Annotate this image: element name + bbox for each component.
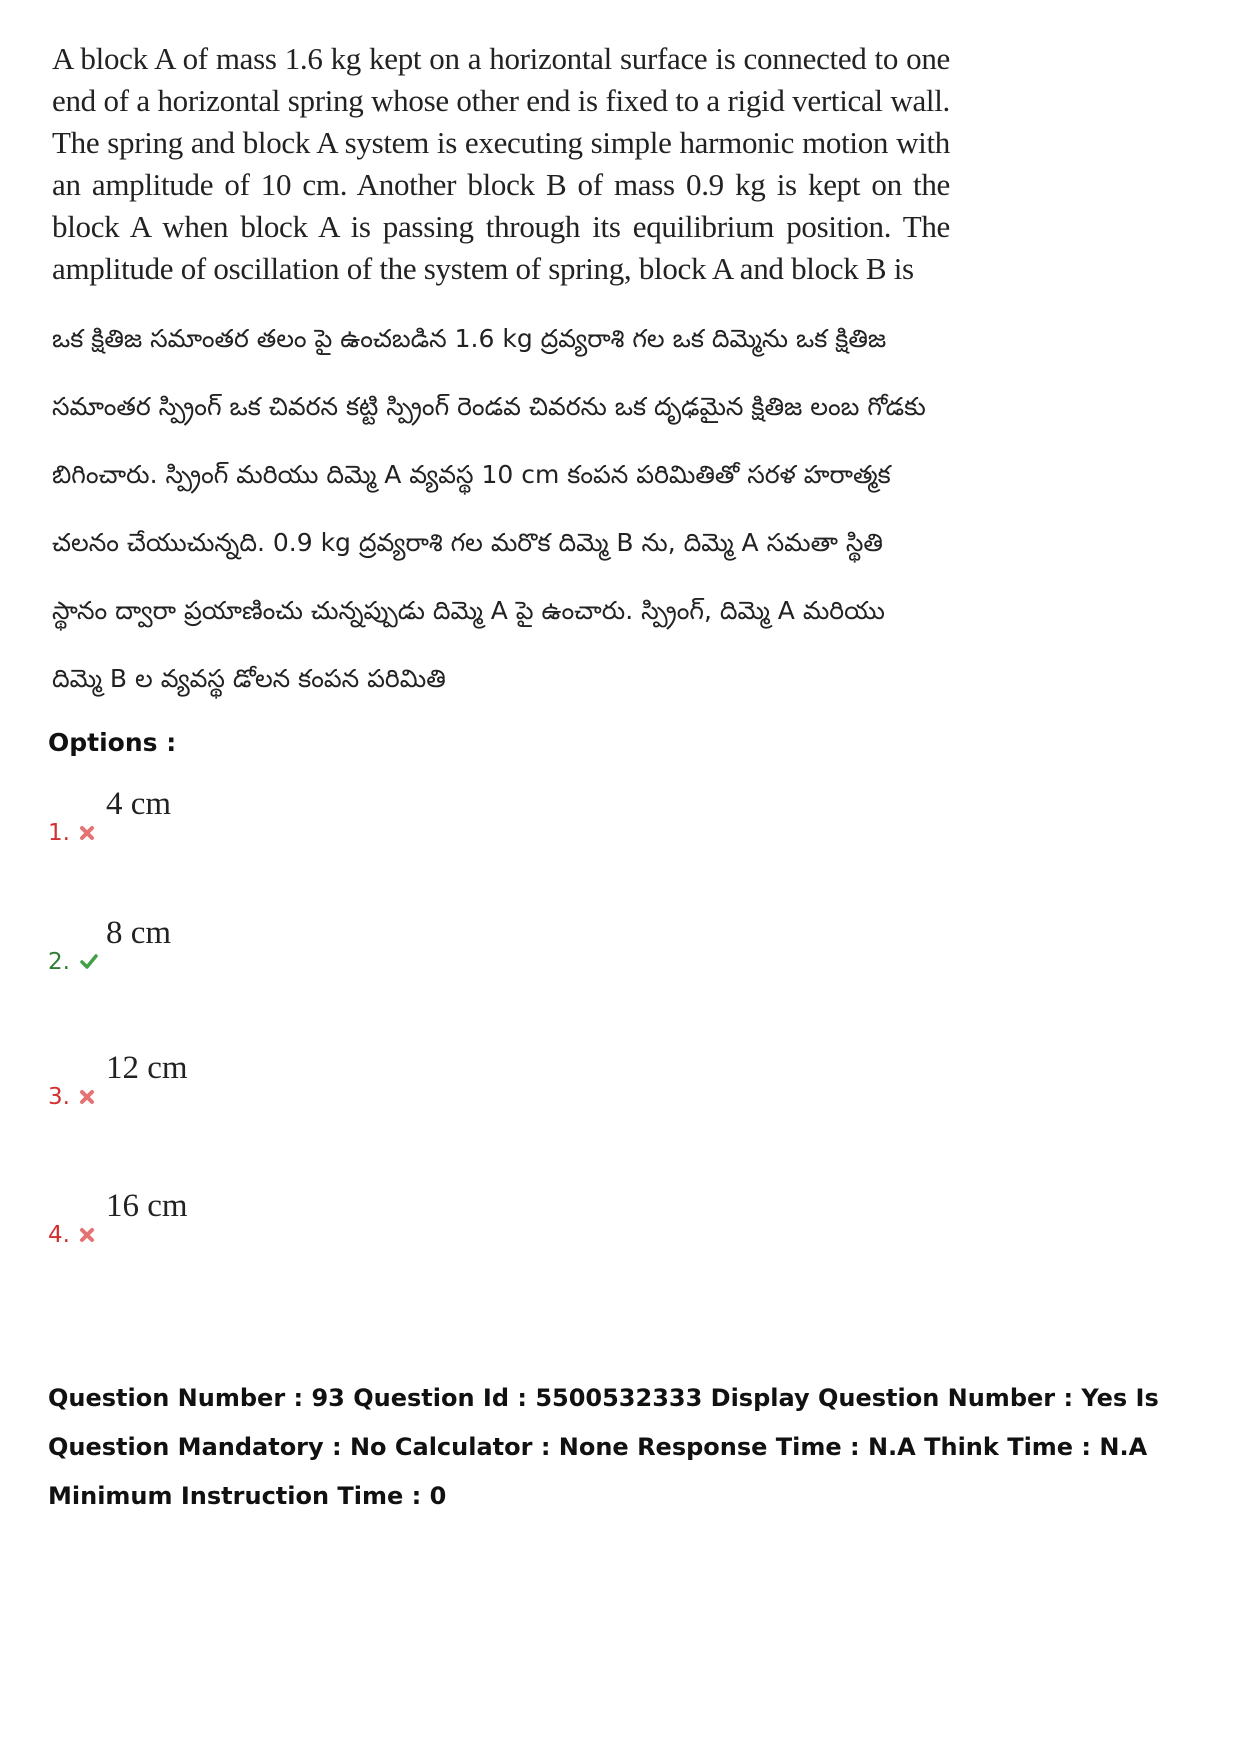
option-number: 1.: [48, 820, 70, 846]
option-value: 8 cm: [106, 915, 172, 951]
cross-icon: [78, 1226, 96, 1244]
option-number: 2.: [48, 949, 70, 975]
option-number: 3.: [48, 1084, 70, 1110]
options-label: Options :: [48, 728, 177, 757]
check-icon: [78, 953, 100, 971]
option-value: 12 cm: [106, 1050, 188, 1086]
option-value: 16 cm: [106, 1188, 188, 1224]
question-metadata: Question Number : 93 Question Id : 5500532333 Display Question Number : Yes Is Question Mandatory : No Calculator : None Response Time : N.A Think Time : N.A Minimum Instruction Time : 0: [48, 1384, 1159, 1510]
question-text-telugu: ఒక క్షితిజ సమాంతర తలం పై ఉంచబడిన 1.6 kg ద్రవ్యరాశి గల ఒక దిమ్మెను ఒక క్షితిజ సమాంతర స్ప్రింగ్ ఒక చివరన కట్టి స్ప్రింగ్ రెండవ చివరను ఒక దృఢమైన క్షితిజ లంబ గోడకు బిగించారు. స్ప్రింగ్ మరియు దిమ్మె A వ్యవస్థ 10 cm కంపన పరిమితితో సరళ హరాత్మక చలనం చేయుచున్నది. 0.9 kg ద్రవ్యరాశి గల మరొక దిమ్మె B ను, దిమ్మె A సమతా స్థితి స్థానం ద్వారా ప్రయాణించు చున్నప్పుడు దిమ్మె A పై ఉంచారు. స్ప్రింగ్, దిమ్మె A మరియు దిమ్మె B ల వ్యవస్థ డోలన కంపన పరిమితి: [52, 324, 926, 693]
cross-icon: [78, 824, 96, 842]
option-number: 4.: [48, 1222, 70, 1248]
cross-icon: [78, 1088, 96, 1106]
question-text-english: A block A of mass 1.6 kg kept on a horizontal surface is connected to one end of a horizontal spring whose other end is fixed to a rigid vertical wall. The spring and block A system is executing simple harmonic motion with an amplitude of 10 cm. Another block B of mass 0.9 kg is kept on the block A when block A is passing through its equilibrium position. The amplitude of oscillation of the system of spring, block A and block B is: [52, 41, 950, 286]
option-value: 4 cm: [106, 786, 172, 822]
